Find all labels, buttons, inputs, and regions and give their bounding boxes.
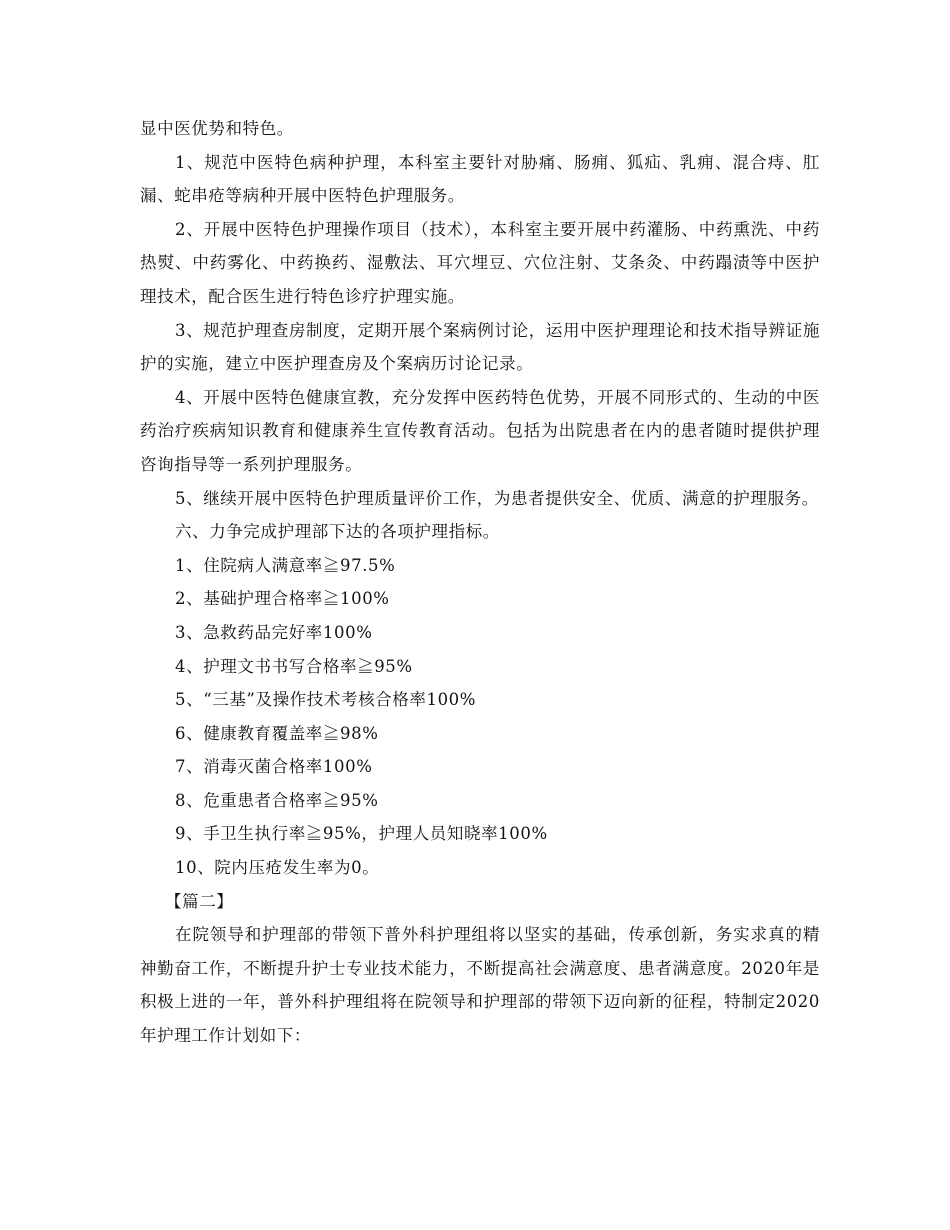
tcm-item-2: 2、开展中医特色护理操作项目（技术），本科室主要开展中药灌肠、中药熏洗、中药热熨、中药雾化、中药换药、湿敷法、耳穴埋豆、穴位注射、艾条灸、中药蹋渍等中医护理技术，配合医生进行特色诊疗护理实施。 (140, 219, 820, 306)
indicator-item-9: 9、手卫生执行率≧95%，护理人员知晓率100% (175, 824, 548, 844)
indicator-item-5: 5、“三基”及操作技术考核合格率100% (175, 690, 477, 710)
tcm-item-1: 1、规范中医特色病种护理，本科室主要针对胁痛、肠痈、狐疝、乳痈、混合痔、肛漏、蛇串疮等病种开展中医特色护理服务。 (140, 152, 820, 206)
document-body (140, 112, 820, 1053)
tcm-item-5: 5、继续开展中医特色护理质量评价工作，为患者提供安全、优质、满意的护理服务。 (175, 488, 819, 508)
indicator-item-1: 1、住院病人满意率≧97.5% (175, 555, 396, 575)
part-two-paragraph: 在院领导和护理部的带领下普外科护理组将以坚实的基础，传承创新，务实求真的精神勤奋工作，不断提升护士专业技术能力，不断提高社会满意度、患者满意度。2020年是积极上进的一年，普外科护理组将在院领导和护理部的带领下迈向新的征程，特制定2020年护理工作计划如下： (140, 925, 820, 1046)
indicator-item-4: 4、护理文书书写合格率≧95% (175, 656, 413, 676)
section-six-heading: 六、力争完成护理部下达的各项护理指标。 (175, 522, 500, 542)
indicator-item-2: 2、基础护理合格率≧100% (175, 589, 390, 609)
tcm-item-3: 3、规范护理查房制度，定期开展个案病例讨论，运用中医护理理论和技术指导辨证施护的实施，建立中医护理查房及个案病历讨论记录。 (140, 320, 820, 374)
indicator-item-6: 6、健康教育覆盖率≧98% (175, 723, 379, 743)
tcm-item-4: 4、开展中医特色健康宣教，充分发挥中医药特色优势，开展不同形式的、生动的中医药治疗疾病知识教育和健康养生宣传教育活动。包括为出院患者在内的患者随时提供护理咨询指导等一系列护理服务。 (140, 387, 820, 474)
indicator-item-3: 3、急救药品完好率100% (175, 622, 373, 642)
intro-line: 显中医优势和特色。 (140, 119, 294, 138)
part-two-heading: 【篇二】 (165, 891, 234, 911)
indicator-item-8: 8、危重患者合格率≧95% (175, 790, 379, 810)
indicator-item-10: 10、院内压疮发生率为0。 (175, 858, 380, 878)
indicator-item-7: 7、消毒灭菌合格率100% (175, 757, 373, 777)
